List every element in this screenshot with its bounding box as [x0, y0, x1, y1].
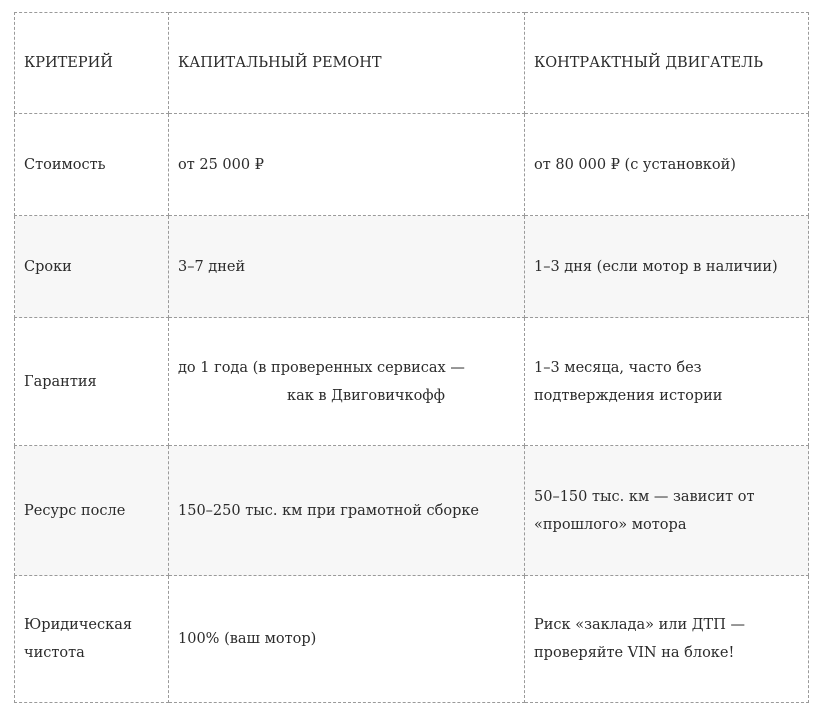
cell-text: «прошлого» мотора — [534, 516, 687, 533]
cell-text: 1–3 дня (если мотор в наличии) — [534, 258, 778, 275]
cell-criterion — [15, 216, 169, 318]
cell-contract — [525, 114, 809, 216]
cell-text: 100% (ваш мотор) — [178, 631, 317, 647]
comparison-table — [14, 12, 809, 703]
cell-overhaul — [169, 318, 525, 446]
cell-text: 50–150 тыс. км — зависит от — [534, 488, 755, 505]
header-overhaul-label: КАПИТАЛЬНЫЙ РЕМОНТ — [178, 55, 382, 71]
table-row-terms — [15, 216, 809, 318]
cell-criterion — [15, 318, 169, 446]
table-row-cost — [15, 114, 809, 216]
cell-criterion — [15, 114, 169, 216]
cell-text: от 25 000 ₽ — [178, 156, 264, 173]
header-criterion — [15, 13, 169, 114]
cell-text: подтверждения истории — [534, 387, 723, 404]
cell-text: 3–7 дней — [178, 258, 246, 275]
cell-text: Сроки — [24, 258, 72, 275]
cell-text: проверяйте VIN на блоке! — [534, 645, 735, 661]
cell-contract — [525, 576, 809, 703]
cell-contract — [525, 318, 809, 446]
cell-overhaul — [169, 446, 525, 576]
table-header-row — [15, 13, 809, 114]
header-contract-label: КОНТРАКТНЫЙ ДВИГАТЕЛЬ — [534, 55, 764, 71]
cell-text: Риск «заклада» или ДТП — — [534, 617, 745, 633]
header-contract — [525, 13, 809, 114]
cell-criterion — [15, 576, 169, 703]
table-row-resource — [15, 446, 809, 576]
cell-text: Юридическая — [24, 617, 132, 633]
cell-text: как в Двиговичкофф — [287, 387, 445, 404]
cell-text: 1–3 месяца, часто без — [534, 359, 702, 376]
cell-text: от 80 000 ₽ (с установкой) — [534, 156, 736, 173]
cell-text: Гарантия — [24, 373, 97, 390]
cell-overhaul — [169, 216, 525, 318]
cell-contract — [525, 216, 809, 318]
header-overhaul — [169, 13, 525, 114]
cell-overhaul — [169, 114, 525, 216]
header-criterion-label: КРИТЕРИЙ — [24, 55, 113, 71]
cell-text: чистота — [24, 645, 85, 661]
cell-text: 150–250 тыс. км при грамотной сборке — [178, 502, 480, 519]
cell-criterion — [15, 446, 169, 576]
cell-text: Ресурс после — [24, 502, 126, 519]
cell-text: до 1 года (в проверенных сервисах — — [178, 359, 465, 376]
cell-contract — [525, 446, 809, 576]
cell-text: Стоимость — [24, 156, 106, 173]
table-row-warranty — [15, 318, 809, 446]
table-row-legal — [15, 576, 809, 703]
cell-overhaul — [169, 576, 525, 703]
